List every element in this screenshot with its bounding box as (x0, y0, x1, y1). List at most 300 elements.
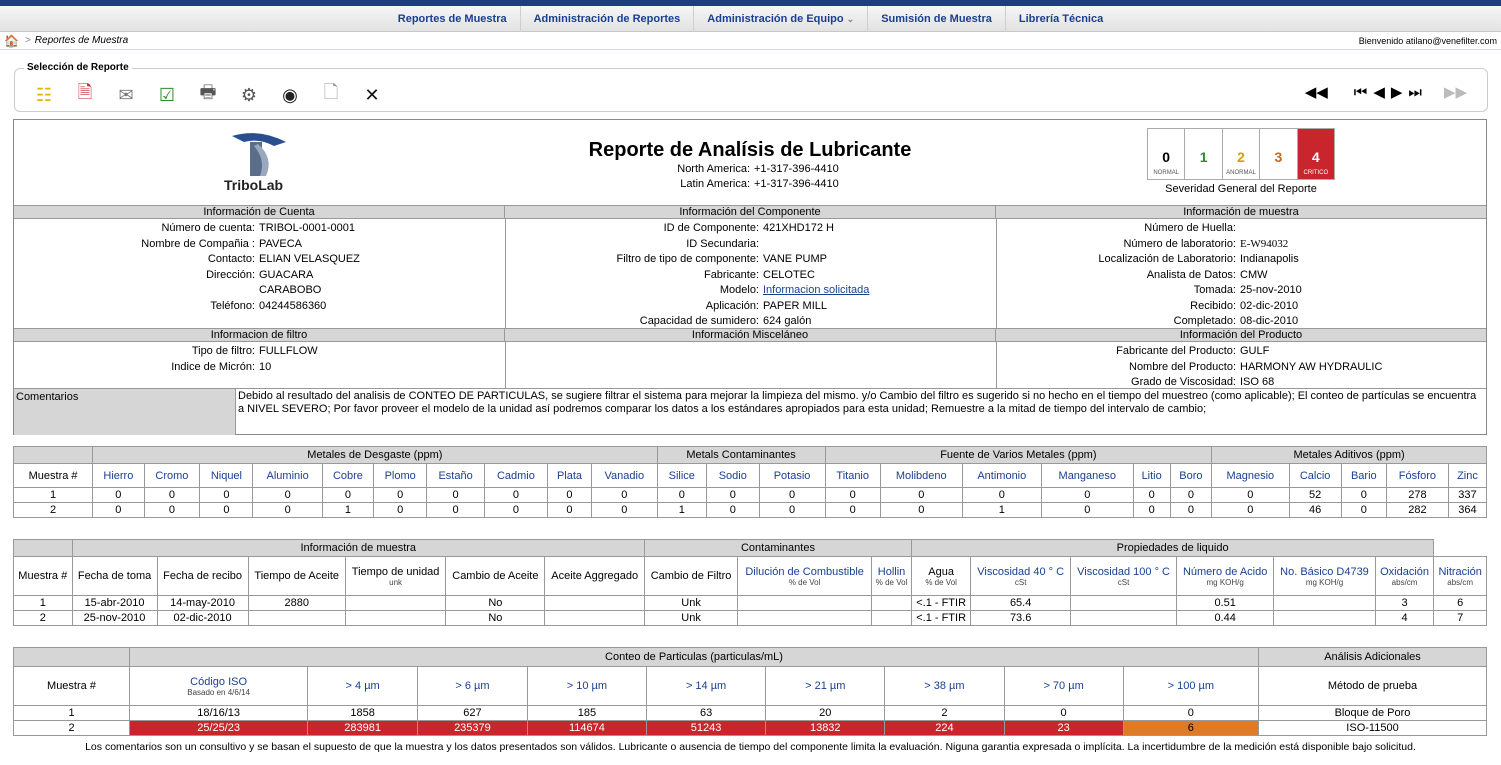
footer-disclaimer: Los comentarios son un consultivo y se basan el supuesto de que la muestra y los datos presentados son válidos. Lubricante o ausencia de tiempo del componente limita la evaluación. Niguna garantia expresada o implícita. La incertidumbre de la medición está disponible bajo solicitud. (85, 741, 1416, 753)
prev-report-icon[interactable]: ◀ (1373, 84, 1385, 101)
header-misc: Información Misceláneo (505, 329, 996, 341)
severity-box (1185, 129, 1222, 179)
info-row (14, 268, 360, 284)
info-value: CELOTEC (763, 268, 815, 281)
component-info (506, 221, 869, 330)
info-value: 02-dic-2010 (1240, 299, 1299, 312)
report-selection-panel (14, 62, 1488, 112)
severity-caption: Severidad General del Reporte (1165, 183, 1317, 195)
particle-size-header: > 21 µm (766, 667, 885, 706)
column-title: Hollin (877, 565, 906, 578)
table-row (14, 611, 1487, 626)
particle-count-cell: 627 (418, 706, 528, 721)
table-cell (345, 611, 446, 626)
next-report-icon[interactable]: ▶ (1390, 84, 1403, 101)
table-cell: 0 (1170, 503, 1211, 518)
metal-column-header: Fósforo (1386, 464, 1448, 488)
header-componente: Información del Componente (505, 206, 996, 218)
table-cell: 0 (374, 503, 427, 518)
table-cell: 0 (1133, 488, 1170, 503)
table-cell: 02-dic-2010 (157, 611, 248, 626)
particle-group-row (14, 648, 1487, 667)
particle-count-cell: 13832 (766, 721, 885, 736)
info-label: Completado: (1173, 315, 1236, 327)
table-cell (545, 611, 645, 626)
info-label: Dirección: (206, 268, 255, 281)
table-cell: 0 (1341, 488, 1386, 503)
table-cell: 0 (427, 488, 485, 503)
metal-column-header: Vanadio (592, 464, 657, 488)
table-cell: 1 (322, 503, 373, 518)
info-row (506, 283, 869, 299)
table-cell: 0 (962, 488, 1041, 503)
header-producto: Información del Producto (1179, 329, 1303, 341)
severity-label: NORMAL (1153, 170, 1180, 176)
sample-number-header: Muestra # (14, 667, 130, 706)
column-unit: unk (389, 577, 403, 587)
table-cell: 0 (592, 488, 657, 503)
metals-group-header: Metales de Desgaste (ppm) (93, 447, 657, 464)
sample-number-header: Muestra # (14, 464, 93, 488)
sample-column-header (545, 557, 645, 596)
severity-number: 0 (1162, 149, 1171, 165)
particle-count-cell: 23 (1004, 721, 1123, 736)
column-unit: mg KOH/g (1305, 577, 1344, 587)
metal-column-header: Bario (1341, 464, 1386, 488)
particle-count-cell: 0 (1123, 706, 1258, 721)
table-row (14, 596, 1487, 611)
table-cell: 2880 (248, 596, 345, 611)
table-cell: 1 (657, 503, 707, 518)
empty-corner (14, 447, 93, 464)
phone-value: +1-317-396-4410 (754, 163, 839, 175)
info-label: ID de Componente: (663, 222, 759, 234)
section-header-row-2 (14, 328, 1486, 342)
nav-libreria-tecnica[interactable]: Librería Técnica (1018, 12, 1104, 25)
sample-column-header (446, 557, 545, 596)
table-cell: 0 (1133, 503, 1170, 518)
info-row (506, 221, 869, 237)
table-cell (248, 611, 345, 626)
particle-count-cell: 185 (527, 706, 646, 721)
info-row (997, 283, 1302, 299)
column-unit: % de Vol (788, 577, 821, 587)
info-value: 10 (259, 360, 272, 373)
metal-column-header: Manganeso (1041, 464, 1133, 488)
metal-column-header: Zinc (1448, 464, 1486, 488)
particle-count-cell: 114674 (527, 721, 646, 736)
table-cell: 0 (880, 488, 962, 503)
column-title: Fecha de recibo (163, 570, 243, 582)
metal-column-header: Cobre (322, 464, 373, 488)
table-cell (738, 596, 872, 611)
phone-value: +1-317-396-4410 (754, 178, 839, 190)
table-cell: 0 (759, 503, 825, 518)
table-cell (1274, 596, 1376, 611)
sample-column-header (345, 557, 446, 596)
table-cell: 0 (144, 488, 200, 503)
sample-group-header: Contaminantes (645, 540, 912, 557)
info-row (14, 283, 360, 299)
severity-box (1298, 129, 1335, 179)
report-card (13, 119, 1487, 435)
binoculars-icon[interactable]: ◉ (282, 84, 298, 105)
close-x-icon[interactable]: ✕ (364, 84, 380, 105)
filter-info (14, 344, 318, 375)
report-title: Reporte de Analísis de Lubricante (588, 139, 912, 161)
column-title: No. Básico D4739 (1280, 565, 1369, 578)
sample-column-header (911, 557, 970, 596)
severity-boxes (1147, 128, 1335, 180)
sample-group-header: Información de muestra (72, 540, 645, 557)
metal-column-header: Cadmio (484, 464, 547, 488)
info-value: 08-dic-2010 (1240, 315, 1299, 327)
particle-count-cell: 20 (766, 706, 885, 721)
product-info (997, 344, 1382, 391)
info-value: 04244586360 (259, 299, 327, 312)
email-icon[interactable]: ✉ (118, 84, 134, 105)
table-cell: 0 (427, 503, 485, 518)
first-report-icon[interactable]: ⏮ (1353, 83, 1368, 101)
notes-icon[interactable]: ☷ (35, 84, 53, 105)
info-label: Teléfono: (210, 299, 255, 312)
particle-count-cell: 51243 (647, 721, 766, 736)
table-cell: <.1 - FTIR (911, 596, 970, 611)
column-title: Nitración (1438, 565, 1482, 578)
table-cell: 3 (1375, 596, 1434, 611)
column-title: Viscosidad 100 ° C (1077, 565, 1170, 578)
table-cell: 0 (547, 488, 591, 503)
table-cell: 0 (200, 488, 253, 503)
comments-row (14, 388, 1486, 435)
column-title: Fecha de toma (77, 570, 152, 582)
info-value: CMW (1240, 268, 1268, 281)
table-cell: 0 (484, 503, 547, 518)
info-label: Número de Huella: (1144, 222, 1236, 234)
toolbar (31, 83, 385, 107)
table-cell: 0 (200, 503, 253, 518)
sample-column-header (971, 557, 1071, 596)
print-icon[interactable]: 🖶 (199, 82, 217, 102)
info-label: Grado de Viscosidad: (1131, 376, 1236, 388)
table-cell: 0 (1041, 503, 1133, 518)
column-unit: % de Vol (875, 577, 908, 587)
table-cell: 0 (657, 488, 707, 503)
particle-size-header: > 10 µm (527, 667, 646, 706)
column-title: Tiempo de Aceite (254, 570, 339, 582)
info-value: GUACARA (259, 268, 314, 281)
info-label: Tomada: (1193, 284, 1236, 296)
column-unit: abs/cm (1391, 577, 1418, 587)
forward-report-icon[interactable]: ▶▶ (1443, 84, 1467, 101)
phone-list (654, 162, 839, 192)
info-label: Fabricante: (703, 268, 759, 281)
info-row (997, 299, 1302, 315)
particle-size-header: > 6 µm (418, 667, 528, 706)
sample-column-header (248, 557, 345, 596)
metals-group-header: Fuente de Varios Metales (ppm) (825, 447, 1212, 464)
info-value: Indianapolis (1240, 253, 1299, 265)
breadcrumb-current[interactable]: Reportes de Muestra (34, 35, 129, 46)
table-cell: 278 (1386, 488, 1448, 503)
method-cell: Bloque de Poro (1259, 706, 1487, 721)
sample-column-header (1274, 557, 1376, 596)
particle-size-header: > 4 µm (308, 667, 418, 706)
table-cell: 0 (253, 503, 322, 518)
metal-column-header: Niquel (200, 464, 253, 488)
particle-column-row (14, 667, 1487, 706)
metal-column-header: Estaño (427, 464, 485, 488)
info-label: Modelo: (719, 284, 759, 296)
info-row (997, 360, 1382, 376)
metals-group-row (14, 447, 1487, 464)
column-unit: cSt (1117, 577, 1130, 587)
table-cell: 0 (707, 503, 759, 518)
method-header: Método de prueba (1259, 667, 1487, 706)
iso-code-cell: 25/25/23 (130, 721, 308, 736)
table-cell: 65.4 (971, 596, 1071, 611)
severity-number: 4 (1311, 149, 1320, 165)
metal-column-header: Boro (1170, 464, 1211, 488)
metals-column-row (14, 464, 1487, 488)
info-value: 25-nov-2010 (1240, 284, 1302, 296)
info-label: Aplicación: (705, 299, 759, 312)
info-row (14, 237, 360, 253)
metal-column-header: Litio (1133, 464, 1170, 488)
column-title: Viscosidad 40 ° C (977, 565, 1065, 578)
phone-label: North America: (677, 163, 750, 175)
table-row (14, 503, 1487, 518)
info-label: Fabricante del Producto: (1116, 345, 1236, 357)
sample-column-header (1070, 557, 1176, 596)
info-value: ISO 68 (1240, 376, 1275, 388)
table-cell: 0 (93, 488, 144, 503)
particle-count-cell: 283981 (308, 721, 418, 736)
table-cell: 2 (14, 721, 130, 736)
nav-sumision-muestra[interactable]: Sumisión de Muestra (868, 6, 1006, 32)
table-cell: 0.44 (1177, 611, 1274, 626)
info-value: HARMONY AW HYDRAULIC (1240, 360, 1383, 373)
table-cell (1070, 611, 1176, 626)
breadcrumb (0, 32, 1501, 50)
table-cell: 0.51 (1177, 596, 1274, 611)
particle-count-cell: 2 (885, 706, 1004, 721)
table-row (14, 721, 1487, 736)
table-cell (1274, 611, 1376, 626)
phone-row (654, 177, 839, 192)
table-cell (738, 611, 872, 626)
sample-group-header: Propiedades de liquido (911, 540, 1433, 557)
table-cell: 282 (1386, 503, 1448, 518)
metal-column-header: Calcio (1289, 464, 1341, 488)
nav-reportes-muestra[interactable]: Reportes de Muestra (385, 6, 521, 32)
iso-code-header (130, 667, 308, 706)
metal-column-header: Silice (657, 464, 707, 488)
report-navigation (1305, 83, 1467, 101)
table-cell: 0 (759, 488, 825, 503)
info-label: Número de cuenta: (161, 222, 255, 234)
phone-label: Latin America: (680, 178, 750, 190)
column-title: Número de Acido (1182, 565, 1268, 578)
sample-column-header (1434, 557, 1487, 596)
document-icon[interactable]: 🗋 (323, 82, 339, 102)
table-cell: 0 (374, 488, 427, 503)
table-cell: 0 (322, 488, 373, 503)
pdf-icon[interactable]: 🗎 (77, 82, 93, 102)
column-unit: cSt (1014, 577, 1027, 587)
particle-size-header: > 70 µm (1004, 667, 1123, 706)
info-row (997, 268, 1302, 284)
table-cell: 52 (1289, 488, 1341, 503)
table-cell: 46 (1289, 503, 1341, 518)
column-title: Cambio de Filtro (650, 570, 732, 582)
table-cell: 0 (144, 503, 200, 518)
additional-analysis-header: Análisis Adicionales (1259, 648, 1487, 667)
particle-count-cell: 6 (1123, 721, 1258, 736)
table-cell: 15-abr-2010 (72, 596, 157, 611)
table-cell: 0 (707, 488, 759, 503)
table-cell: 14-may-2010 (157, 596, 248, 611)
metal-column-header: Magnesio (1212, 464, 1289, 488)
info-value: ELIAN VELASQUEZ (259, 253, 360, 265)
particle-count-cell: 235379 (418, 721, 528, 736)
table-cell: 4 (1375, 611, 1434, 626)
sample-column-header (157, 557, 248, 596)
method-cell: ISO-11500 (1259, 721, 1487, 736)
main-nav (0, 6, 1501, 32)
severity-label: CRITICO (1303, 170, 1329, 176)
column-title: Agua (928, 565, 954, 578)
sample-column-header (1375, 557, 1434, 596)
table-cell: <.1 - FTIR (911, 611, 970, 626)
empty-corner (14, 648, 130, 667)
table-cell: No (446, 596, 545, 611)
table-row (14, 706, 1487, 721)
severity-number: 2 (1237, 149, 1245, 165)
particle-count-cell: 0 (1004, 706, 1123, 721)
iso-code-basis: Basado en 4/6/14 (187, 687, 250, 697)
info-label: Capacidad de sumidero: (639, 315, 759, 327)
sample-column-header (645, 557, 738, 596)
iso-code-title: Código ISO (190, 675, 248, 688)
metal-column-header: Molibdeno (880, 464, 962, 488)
info-value: TRIBOL-0001-0001 (259, 222, 355, 234)
column-title: Tiempo de unidad (351, 565, 440, 578)
table-cell: 0 (592, 503, 657, 518)
info-row (506, 268, 869, 284)
severity-number: 1 (1199, 149, 1208, 165)
welcome-text: Bienvenido atilano@venefilter.com (1358, 35, 1497, 46)
last-report-icon[interactable]: ⏭ (1408, 83, 1422, 101)
particle-size-header: > 14 µm (647, 667, 766, 706)
info-row (14, 252, 360, 268)
info-value: FULLFLOW (259, 345, 318, 357)
info-label: ID Secundaria: (686, 237, 759, 250)
info-row (14, 360, 318, 376)
table-cell: 0 (1212, 488, 1289, 503)
metal-column-header: Potasio (759, 464, 825, 488)
info-label: Número de laboratorio: (1123, 237, 1236, 250)
sample-column-header (1177, 557, 1274, 596)
table-cell: 0 (825, 488, 880, 503)
info-row (14, 299, 360, 315)
comments-label: Comentarios (14, 389, 235, 435)
severity-number: 3 (1274, 149, 1283, 165)
logo-text: TriboLab (224, 177, 284, 193)
table-cell: 0 (547, 503, 591, 518)
severity-widget (1147, 128, 1335, 195)
account-info (14, 221, 360, 314)
info-value: E-W94032 (1240, 237, 1289, 250)
table-cell: 1 (962, 503, 1041, 518)
header-cuenta: Información de Cuenta (14, 206, 505, 218)
model-link[interactable]: Informacion solicitada (763, 284, 870, 296)
table-cell: Unk (645, 611, 738, 626)
home-icon[interactable]: 🏠 (4, 33, 19, 48)
severity-box (1148, 129, 1185, 179)
column-title: Aceite Aggregado (551, 570, 639, 582)
nav-admin-reportes[interactable]: Administración de Reportes (521, 6, 695, 32)
sample-column-header (14, 557, 73, 596)
metal-column-header: Plata (547, 464, 591, 488)
column-unit: abs/cm (1447, 577, 1474, 587)
metal-column-header: Aluminio (253, 464, 322, 488)
settings-doc-icon[interactable]: ⚙ (240, 84, 258, 105)
sample-group-row (14, 540, 1487, 557)
column-unit: % de Vol (925, 577, 957, 587)
nav-admin-equipo[interactable] (694, 6, 868, 32)
info-label: Nombre del Producto: (1129, 360, 1236, 373)
particle-count-cell: 224 (885, 721, 1004, 736)
header-filtro: Informacion de filtro (14, 329, 505, 341)
sample-info (997, 221, 1302, 330)
nav-admin-equipo-label: Administración de Equipo (707, 12, 844, 25)
particle-count-cell: 1858 (308, 706, 418, 721)
metal-column-header: Hierro (93, 464, 144, 488)
back-report-icon[interactable]: ◀◀ (1304, 84, 1328, 101)
checklist-icon[interactable]: ☑ (158, 84, 176, 105)
table-cell (345, 596, 446, 611)
breadcrumb-separator: > (24, 35, 31, 46)
table-cell: 0 (825, 503, 880, 518)
table-cell: 0 (1041, 488, 1133, 503)
particle-count-table (13, 647, 1487, 736)
table-cell: 73.6 (971, 611, 1071, 626)
sample-column-header (738, 557, 872, 596)
particle-size-header: > 38 µm (885, 667, 1004, 706)
phone-row (654, 162, 839, 177)
empty-corner (14, 540, 73, 557)
metal-column-header: Titanio (825, 464, 880, 488)
table-cell: 364 (1448, 503, 1486, 518)
info-label: Recibido: (1190, 299, 1236, 312)
info-value: 421XHD172 H (763, 222, 834, 234)
column-title: Dilución de Combustible (745, 565, 864, 578)
table-cell: 1 (14, 596, 73, 611)
table-cell: 2 (14, 503, 93, 518)
table-cell (872, 596, 912, 611)
info-label (14, 283, 259, 299)
metals-group-header: Metals Contaminantes (657, 447, 825, 464)
table-cell: No (446, 611, 545, 626)
table-cell: 0 (1341, 503, 1386, 518)
info-value: VANE PUMP (763, 253, 827, 265)
info-row (997, 237, 1302, 253)
info-label: Tipo de filtro: (191, 345, 255, 357)
table-cell: 6 (1434, 596, 1487, 611)
table-cell: 2 (14, 611, 73, 626)
table-cell: 0 (880, 503, 962, 518)
